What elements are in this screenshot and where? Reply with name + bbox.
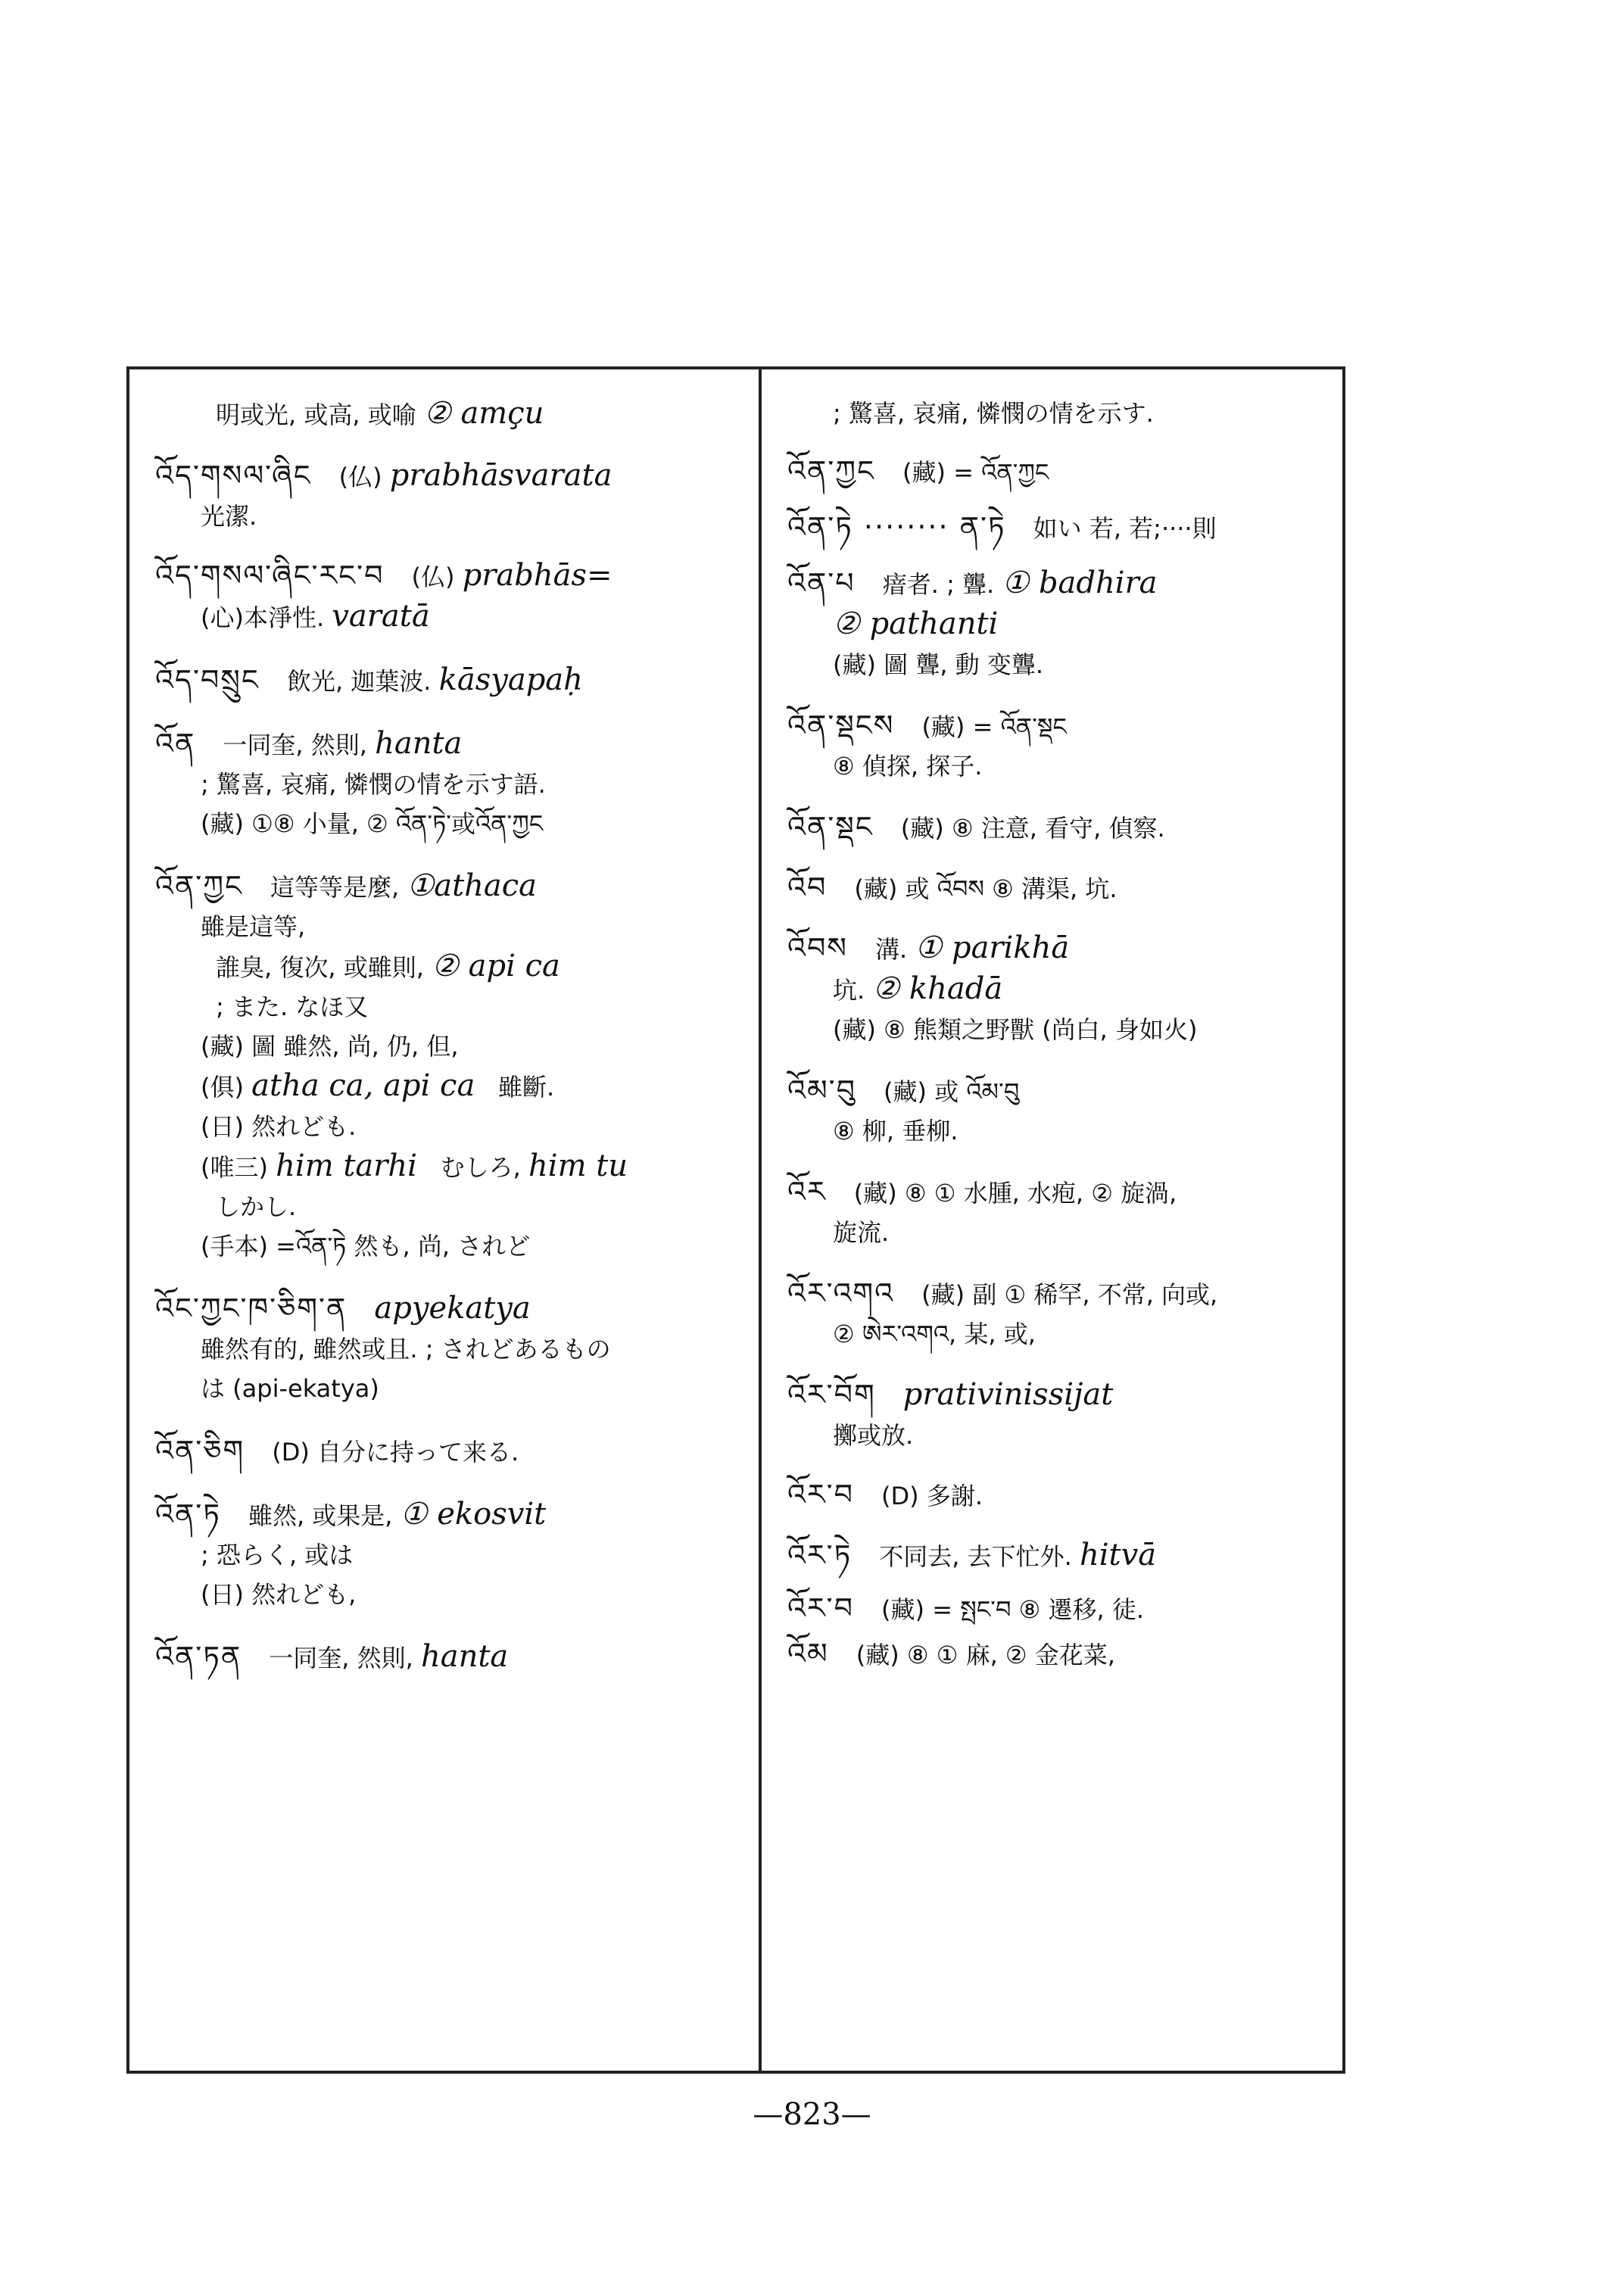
entry-line xyxy=(787,1111,1340,1151)
entry-line xyxy=(787,746,1340,786)
gloss-text: (藏) ①⑧ 小量, ② འོན་ཏེ་或འོན་ཀྱང xyxy=(201,809,544,838)
entry-line xyxy=(787,868,1340,909)
sanskrit-term: varatā xyxy=(332,599,430,634)
gloss-text: 不同去, 去下忙外. xyxy=(879,1542,1080,1571)
dictionary-entry xyxy=(787,807,1340,848)
gloss-text: (仏) xyxy=(411,563,463,591)
dictionary-entry xyxy=(155,556,753,637)
headword-tibetan: འོན་པ xyxy=(787,566,866,600)
entry-line xyxy=(155,765,753,804)
sanskrit-term: ①athaca xyxy=(407,868,538,903)
gloss-text: (俱) xyxy=(201,1073,252,1102)
gloss-text: (藏) = སྤང་བ ⑧ 遷移, 徒. xyxy=(881,1595,1145,1624)
sanskrit-term: apyekatya xyxy=(374,1291,531,1326)
gloss-text: (藏) 副 ① 稀罕, 不常, 向或, xyxy=(921,1280,1218,1309)
headword-tibetan: འོར xyxy=(787,1175,837,1208)
dictionary-entry xyxy=(155,866,753,1266)
dictionary-entry xyxy=(787,507,1340,548)
headword-tibetan: འོམ་བུ xyxy=(787,1074,868,1107)
sanskrit-term: ② api ca xyxy=(432,949,560,983)
gloss-text: (藏) ⑧ 熊類之野獸 (尚白, 身如火) xyxy=(833,1015,1198,1044)
gloss-text: (藏) 圖 雖然, 尚, 仍, 但, xyxy=(201,1032,459,1061)
gloss-text: 旋流. xyxy=(833,1218,890,1247)
dictionary-entry xyxy=(155,394,753,435)
right-column xyxy=(787,394,1340,1682)
gloss-text: (D) 多謝. xyxy=(881,1482,983,1510)
dictionary-entry xyxy=(155,1431,753,1472)
sanskrit-term: ② amçu xyxy=(423,396,544,431)
sanskrit-term: prabhās= xyxy=(462,558,613,593)
entry-line xyxy=(155,1066,753,1107)
headword-tibetan: འོན་ཏེ ········ ན་ཏེ xyxy=(787,510,1017,544)
entry-line xyxy=(787,706,1340,746)
headword-tibetan: འོན་ཅིག xyxy=(155,1434,256,1467)
sanskrit-term: atha ca, api ca xyxy=(251,1068,485,1103)
sanskrit-term: kāsyapaḥ xyxy=(438,662,583,697)
dictionary-entry xyxy=(787,563,1340,684)
sanskrit-term: ① badhira xyxy=(1002,566,1158,600)
page-number: —823— xyxy=(753,2097,871,2132)
gloss-text: (心)本淨性. xyxy=(201,603,332,632)
gloss-text: しかし. xyxy=(216,1192,297,1221)
gloss-text: ; 驚喜, 哀痛, 憐憫の情を示す. xyxy=(833,399,1154,428)
entry-line xyxy=(155,1495,753,1535)
gloss-text: (D) 自分に持って来る. xyxy=(272,1438,519,1466)
entry-line xyxy=(155,987,753,1027)
entry-line xyxy=(155,1146,753,1187)
headword-tibetan: འོད་བསྲུང xyxy=(155,663,270,697)
entry-line xyxy=(155,1187,753,1226)
headword-tibetan: འོར་འགའ xyxy=(787,1276,906,1310)
entry-line xyxy=(155,804,753,843)
entry-line xyxy=(155,1535,753,1575)
gloss-text: (藏) 或 འོབས ⑧ 溝渠, 坑. xyxy=(854,874,1117,903)
gloss-text: 溝. xyxy=(875,935,915,964)
dictionary-entry xyxy=(787,1588,1340,1629)
dictionary-entry xyxy=(155,1637,753,1678)
gloss-text: 一同奎, 然則, xyxy=(269,1644,421,1672)
gloss-text: むしろ, xyxy=(440,1153,529,1182)
gloss-text: 瘖者. ; 聾. xyxy=(882,570,1002,599)
sanskrit-term: ② pathanti xyxy=(833,606,999,641)
entry-line xyxy=(155,597,753,637)
column-divider xyxy=(759,366,762,2074)
dictionary-entry xyxy=(155,1495,753,1614)
gloss-text: 擲或放. xyxy=(833,1421,914,1450)
dictionary-entry xyxy=(155,660,753,701)
dictionary-entry xyxy=(787,1535,1340,1576)
left-column xyxy=(155,394,753,1700)
gloss-text: ⑧ 柳, 垂柳. xyxy=(833,1117,959,1145)
headword-tibetan: འོན་ཀྱང xyxy=(155,869,254,902)
headword-tibetan: འོར་ཏེ xyxy=(787,1538,863,1572)
entry-line xyxy=(155,724,753,765)
gloss-text: (仏) xyxy=(338,463,390,491)
entry-line xyxy=(155,1637,753,1678)
sanskrit-term: hitvā xyxy=(1079,1538,1157,1572)
dictionary-entry xyxy=(787,1273,1340,1354)
entry-line xyxy=(155,394,753,435)
entry-line xyxy=(787,1588,1340,1629)
gloss-text: (藏) ⑧ 注意, 看守, 偵察. xyxy=(900,814,1165,843)
entry-line xyxy=(787,645,1340,684)
entry-line xyxy=(155,1329,753,1369)
entry-line xyxy=(155,907,753,946)
dictionary-entry xyxy=(787,1071,1340,1151)
dictionary-entry xyxy=(155,1289,753,1408)
entry-line xyxy=(787,1172,1340,1213)
dictionary-entry xyxy=(787,706,1340,786)
gloss-text: (藏) ⑧ ① 水腫, 水疱, ② 旋渦, xyxy=(853,1179,1177,1208)
entry-line xyxy=(155,1027,753,1066)
dictionary-entry xyxy=(787,1172,1340,1252)
entry-line xyxy=(155,1369,753,1408)
gloss-text: 飲光, 迦葉波. xyxy=(286,667,439,696)
gloss-text: 如い 若, 若;····則 xyxy=(1033,514,1217,543)
entry-line xyxy=(787,604,1340,645)
entry-line xyxy=(787,451,1340,492)
entry-line xyxy=(787,1535,1340,1576)
entry-line xyxy=(155,946,753,987)
entry-line xyxy=(155,556,753,597)
gloss-text: 光潔. xyxy=(201,502,257,531)
entry-line xyxy=(787,1375,1340,1416)
entry-line xyxy=(787,1416,1340,1455)
headword-tibetan: འོབ xyxy=(787,871,838,904)
headword-tibetan: འོད་གསལ་ཞིང xyxy=(155,459,323,492)
dictionary-entry xyxy=(155,724,753,843)
gloss-text: は (api-ekatya) xyxy=(201,1374,379,1403)
sanskrit-term: prabhāsvarata xyxy=(389,458,613,493)
gloss-text: ; 恐らく, 或は xyxy=(201,1541,354,1569)
gloss-text: (藏) 或 འོམ་བུ xyxy=(884,1077,1020,1106)
headword-tibetan: འོར་བོག xyxy=(787,1378,887,1411)
gloss-text: ; 驚喜, 哀痛, 憐憫の情を示す語. xyxy=(201,770,546,799)
entry-line xyxy=(787,969,1340,1010)
sanskrit-term: ① parikhā xyxy=(915,930,1070,965)
gloss-text: (手本) =འོན་ཏེ 然も, 尚, されど xyxy=(201,1232,531,1261)
entry-line xyxy=(787,1314,1340,1354)
dictionary-entry xyxy=(787,1634,1340,1675)
sanskrit-term: him tu xyxy=(528,1149,628,1183)
entry-line xyxy=(155,1107,753,1146)
gloss-text: ② ཨེར་འགའ, 某, 或, xyxy=(833,1320,1036,1348)
dictionary-entry xyxy=(787,1475,1340,1516)
headword-tibetan: འོབས xyxy=(787,931,859,965)
sanskrit-term: ① ekosvit xyxy=(400,1497,547,1532)
gloss-text: (藏) = འོན་སྡང xyxy=(921,712,1067,741)
headword-tibetan: འོན་ཀྱང xyxy=(787,454,887,488)
dictionary-entry xyxy=(787,394,1340,433)
entry-line xyxy=(787,394,1340,433)
dictionary-entry xyxy=(155,456,753,536)
gloss-text: 坑. xyxy=(833,976,873,1005)
gloss-text: 雖是這等, xyxy=(201,912,306,941)
headword-tibetan: འོན་ཏེ xyxy=(155,1498,232,1531)
entry-line xyxy=(787,1273,1340,1314)
headword-tibetan: འོན་ཏན xyxy=(155,1640,253,1673)
entry-line xyxy=(155,1575,753,1614)
gloss-text: 一同奎, 然則, xyxy=(223,731,376,759)
entry-line xyxy=(155,660,753,701)
entry-line xyxy=(787,1213,1340,1252)
sanskrit-term: hanta xyxy=(420,1639,509,1674)
headword-tibetan: འོང་ཀྱང་ཁ་ཅིག་ན xyxy=(155,1292,358,1325)
gloss-text: ⑧ 偵探, 探子. xyxy=(833,752,983,781)
sanskrit-term: prativinissijat xyxy=(902,1377,1114,1412)
gloss-text: 雖然, 或果是, xyxy=(248,1501,401,1530)
gloss-text: (藏) = འོན་ཀྱང xyxy=(902,458,1049,487)
entry-line xyxy=(787,1010,1340,1049)
sanskrit-term: hanta xyxy=(375,726,463,761)
sanskrit-term: ② khadā xyxy=(872,971,1003,1006)
gloss-text: (藏) 圖 聾, 動 变聾. xyxy=(833,650,1044,679)
gloss-text: (日) 然れども. xyxy=(201,1112,357,1141)
gloss-text: (藏) ⑧ ① 麻, ② 金花菜, xyxy=(856,1641,1115,1669)
gloss-text: 明或光, 或高, 或喻 xyxy=(216,401,424,429)
gloss-text: 這等等是麼, xyxy=(270,873,407,902)
headword-tibetan: འོད་གསལ་ཞིང་རང་བ xyxy=(155,559,395,592)
entry-line xyxy=(155,497,753,536)
gloss-text: (唯三) xyxy=(201,1153,276,1182)
headword-tibetan: འོར་བ xyxy=(787,1478,865,1511)
headword-tibetan: འོན་སྡངས xyxy=(787,709,906,742)
gloss-text: 雖然有的, 雖然或且. ; されどあるもの xyxy=(201,1335,611,1364)
headword-tibetan: འོན xyxy=(155,727,207,760)
entry-line xyxy=(787,1475,1340,1516)
entry-line xyxy=(787,807,1340,848)
entry-line xyxy=(787,507,1340,548)
headword-tibetan: འོམ xyxy=(787,1637,840,1670)
entry-line xyxy=(155,866,753,907)
dictionary-entry xyxy=(787,928,1340,1049)
gloss-text: 誰臭, 復次, 或雖則, xyxy=(216,953,432,982)
gloss-text: (日) 然れども, xyxy=(201,1580,357,1609)
entry-line xyxy=(155,456,753,497)
entry-line xyxy=(155,1289,753,1329)
gloss-text: ; また. なほ又 xyxy=(216,993,369,1021)
dictionary-entry xyxy=(787,868,1340,909)
entry-line xyxy=(787,1071,1340,1111)
headword-tibetan: འོན་སྡང xyxy=(787,810,884,843)
sanskrit-term: him tarhi xyxy=(276,1149,427,1183)
gloss-text: 雖斷. xyxy=(498,1073,555,1102)
entry-line xyxy=(787,928,1340,969)
headword-tibetan: འོར་བ xyxy=(787,1591,865,1625)
entry-line xyxy=(787,1634,1340,1675)
dictionary-entry xyxy=(787,451,1340,492)
entry-line xyxy=(155,1431,753,1472)
entry-line xyxy=(155,1226,753,1266)
entry-line xyxy=(787,563,1340,604)
dictionary-entry xyxy=(787,1375,1340,1455)
